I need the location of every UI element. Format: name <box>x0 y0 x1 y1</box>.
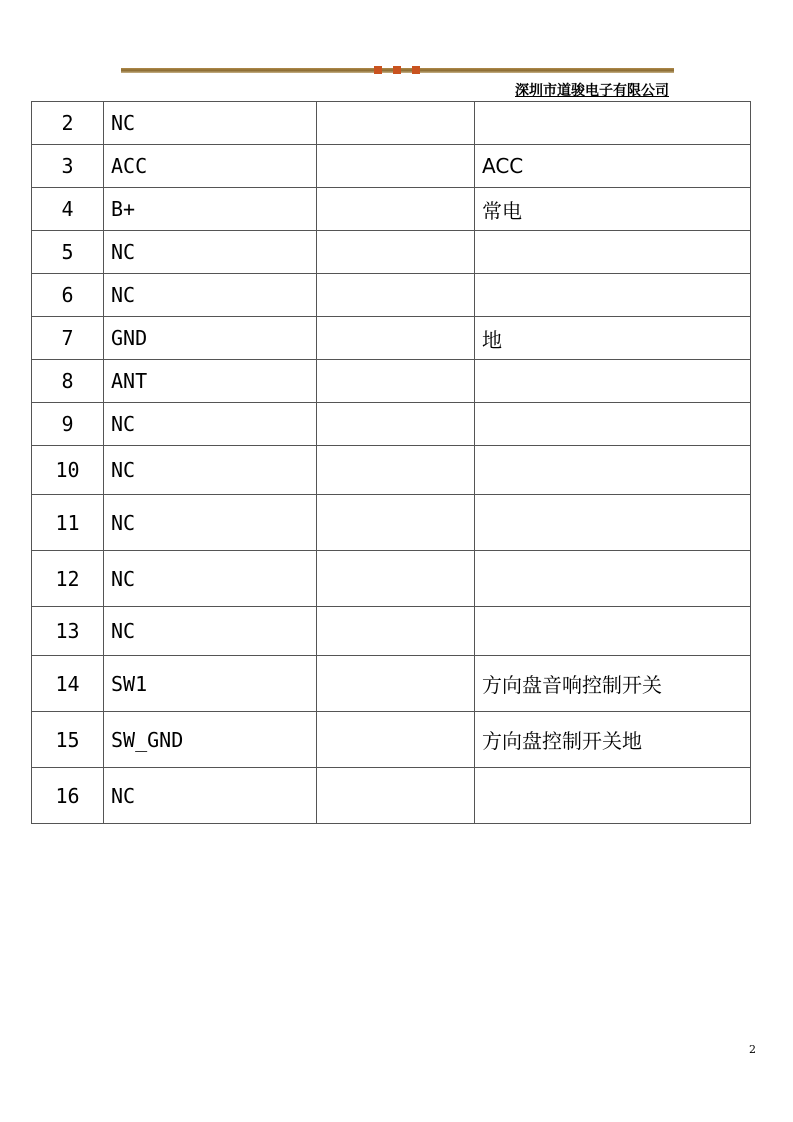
pin-name: ACC <box>104 145 317 188</box>
pin-name: NC <box>104 607 317 656</box>
pin-number: 9 <box>32 403 104 446</box>
pin-description <box>475 403 751 446</box>
pin-name: NC <box>104 403 317 446</box>
pin-name: NC <box>104 274 317 317</box>
pin-table <box>31 101 751 824</box>
pin-note <box>317 360 475 403</box>
pin-number: 5 <box>32 231 104 274</box>
pin-description <box>475 495 751 551</box>
pin-number: 3 <box>32 145 104 188</box>
pin-note <box>317 231 475 274</box>
header-decoration <box>412 66 420 74</box>
pin-description: 常电 <box>475 188 751 231</box>
table-row <box>32 768 751 824</box>
table-row <box>32 360 751 403</box>
pin-note <box>317 446 475 495</box>
pin-number: 13 <box>32 607 104 656</box>
pin-number: 15 <box>32 712 104 768</box>
pin-note <box>317 317 475 360</box>
pin-name: NC <box>104 102 317 145</box>
table-row <box>32 446 751 495</box>
pin-name: ANT <box>104 360 317 403</box>
pin-number: 7 <box>32 317 104 360</box>
header-decoration <box>393 66 401 74</box>
pin-name: NC <box>104 446 317 495</box>
table-row <box>32 403 751 446</box>
pin-note <box>317 188 475 231</box>
table-row <box>32 145 751 188</box>
table-row <box>32 495 751 551</box>
table-row <box>32 231 751 274</box>
table-row <box>32 102 751 145</box>
pin-description: ACC <box>475 145 751 188</box>
pin-name: NC <box>104 551 317 607</box>
pin-number: 16 <box>32 768 104 824</box>
company-name: 深圳市道骏电子有限公司 <box>515 83 669 99</box>
table-row <box>32 712 751 768</box>
table-row <box>32 188 751 231</box>
table-row <box>32 551 751 607</box>
pin-name: GND <box>104 317 317 360</box>
pin-description <box>475 102 751 145</box>
pin-note <box>317 607 475 656</box>
pin-number: 14 <box>32 656 104 712</box>
pin-description <box>475 360 751 403</box>
pin-description <box>475 551 751 607</box>
pin-name: NC <box>104 231 317 274</box>
pin-number: 2 <box>32 102 104 145</box>
pin-description <box>475 274 751 317</box>
pin-description: 地 <box>475 317 751 360</box>
pin-number: 11 <box>32 495 104 551</box>
pin-description <box>475 768 751 824</box>
pin-name: SW1 <box>104 656 317 712</box>
pin-number: 12 <box>32 551 104 607</box>
pin-note <box>317 102 475 145</box>
pin-description <box>475 607 751 656</box>
pin-note <box>317 768 475 824</box>
pin-note <box>317 403 475 446</box>
pin-name: NC <box>104 495 317 551</box>
pin-number: 10 <box>32 446 104 495</box>
pin-note <box>317 274 475 317</box>
pin-name: SW_GND <box>104 712 317 768</box>
pin-note <box>317 495 475 551</box>
pin-number: 4 <box>32 188 104 231</box>
pin-description: 方向盘控制开关地 <box>475 712 751 768</box>
pin-note <box>317 145 475 188</box>
pin-description <box>475 446 751 495</box>
header-decoration <box>374 66 382 74</box>
page-number: 2 <box>749 1043 756 1056</box>
pin-name: NC <box>104 768 317 824</box>
table-row <box>32 607 751 656</box>
table-row <box>32 317 751 360</box>
pin-note <box>317 551 475 607</box>
pin-description: 方向盘音响控制开关 <box>475 656 751 712</box>
pin-number: 8 <box>32 360 104 403</box>
pin-number: 6 <box>32 274 104 317</box>
pin-note <box>317 656 475 712</box>
table-row <box>32 274 751 317</box>
pin-name: B+ <box>104 188 317 231</box>
table-row <box>32 656 751 712</box>
pin-note <box>317 712 475 768</box>
pin-description <box>475 231 751 274</box>
